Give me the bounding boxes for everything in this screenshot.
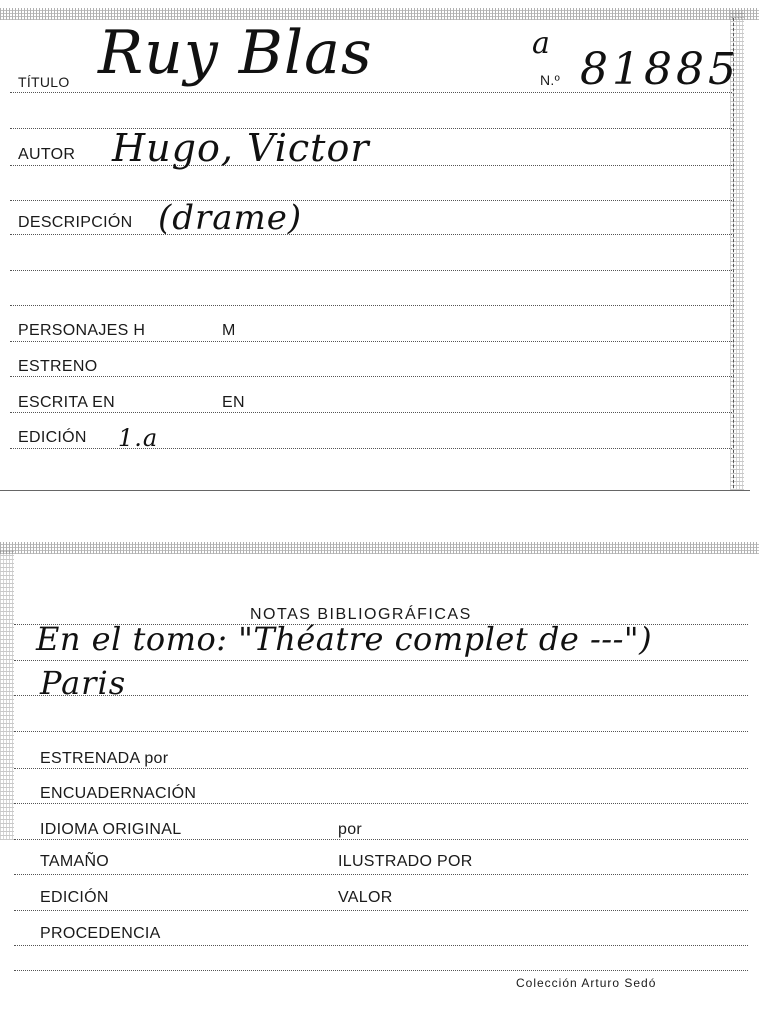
rule-edicion-back — [14, 910, 748, 911]
label-descripcion: DESCRIPCIÓN — [18, 214, 133, 231]
collection-stamp: Colección Arturo Sedó — [516, 976, 657, 990]
rule-idioma — [14, 839, 748, 840]
label-estreno: ESTRENO — [18, 358, 98, 375]
handwritten-numero: 81885 — [580, 44, 740, 95]
rule-estrenada — [14, 768, 748, 769]
rule-procedencia — [14, 945, 748, 946]
rule-3 — [10, 270, 732, 271]
handwritten-notas-line1: En el tomo: "Théatre complet de ---") — [36, 620, 653, 658]
card-back-left-edge — [0, 550, 14, 840]
label-escrita-en: ESCRITA EN — [18, 394, 115, 411]
heading-notas: NOTAS BIBLIOGRÁFICAS — [250, 606, 472, 623]
label-escrita-en-2: EN — [222, 394, 245, 411]
label-estrenada: ESTRENADA por — [40, 750, 169, 767]
label-tamano: TAMAÑO — [40, 853, 110, 870]
handwritten-autor: Hugo, Victor — [112, 126, 370, 170]
label-autor: AUTOR — [18, 146, 76, 163]
handwritten-descripcion: (drame) — [158, 198, 303, 238]
rule-encuadernacion — [14, 803, 748, 804]
label-idioma: IDIOMA ORIGINAL — [40, 821, 182, 838]
rule-descripcion — [10, 234, 732, 235]
label-encuadernacion: ENCUADERNACIÓN — [40, 785, 197, 802]
handwritten-numero-prefix: a — [532, 26, 551, 61]
label-numero: N.º — [540, 72, 561, 88]
label-valor: VALOR — [338, 889, 393, 906]
rule-notas-2 — [14, 660, 748, 661]
rule-personajes — [10, 341, 732, 342]
handwritten-edicion: 1.a — [118, 424, 159, 452]
rule-escrita — [10, 412, 732, 413]
card-front-bottom-edge — [0, 490, 750, 491]
label-procedencia: PROCEDENCIA — [40, 925, 161, 942]
rule-notas-4 — [14, 731, 748, 732]
rule-tamano — [14, 874, 748, 875]
rule-bottom — [14, 970, 748, 971]
rule-estreno — [10, 376, 732, 377]
label-ilustrado: ILUSTRADO POR — [338, 853, 473, 870]
label-personajes-m: M — [222, 322, 236, 339]
label-personajes-h: PERSONAJES H — [18, 322, 146, 339]
label-edicion: EDICIÓN — [18, 429, 87, 446]
label-idioma-por: por — [338, 821, 363, 838]
label-edicion-back: EDICIÓN — [40, 889, 109, 906]
label-titulo: TÍTULO — [18, 74, 70, 90]
handwritten-titulo: Ruy Blas — [98, 18, 373, 88]
handwritten-notas-line2: Paris — [40, 664, 127, 702]
rule-4 — [10, 305, 732, 306]
card-back-edge — [0, 542, 759, 554]
card-back — [0, 540, 759, 1028]
card-front — [0, 0, 759, 492]
rule-2 — [10, 200, 732, 201]
